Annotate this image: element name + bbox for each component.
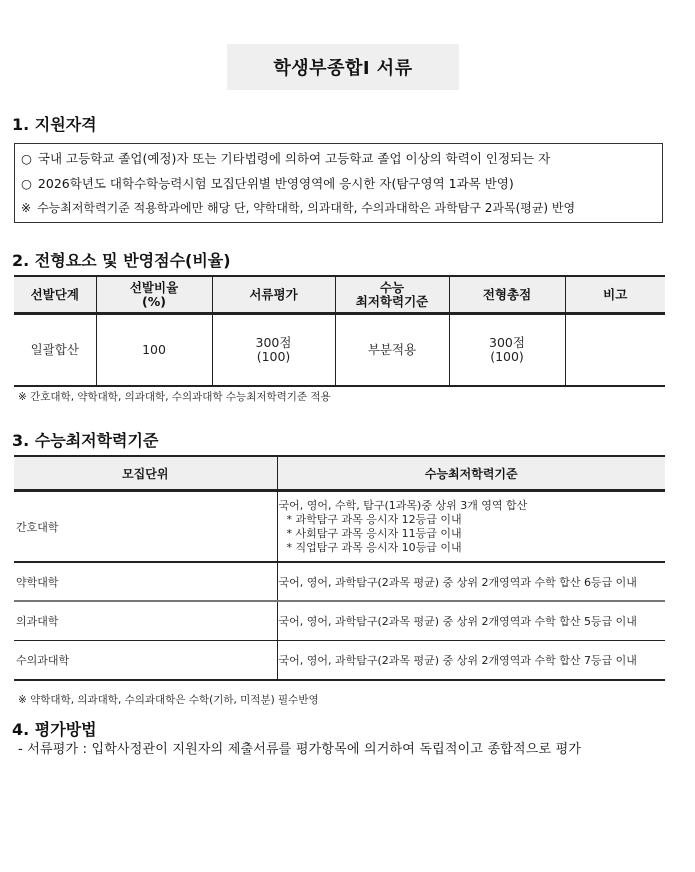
cell-csat-minimum: 부분적용 <box>335 314 449 387</box>
section-heading-evaluation-method: 4. 평가방법 <box>12 720 97 739</box>
csat-minimum-table <box>14 455 665 681</box>
qualification-line: ○ 국내 고등학교 졸업(예정)자 또는 기타법령에 의하여 고등학교 졸업 이상의 학력이 인정되는 자 <box>21 151 551 166</box>
circle-bullet-icon: ○ <box>21 151 32 166</box>
cell-unit: 수의과대학 <box>14 641 277 681</box>
cell-total-score: 300점 (100) <box>449 314 565 387</box>
table-header-row <box>14 276 665 314</box>
col-header-document-eval: 서류평가 <box>212 276 335 314</box>
table-row <box>14 601 665 641</box>
evaluation-method-line: - 서류평가 : 입학사정관이 지원자의 제출서류를 평가항목에 의거하여 독립적이고 종합적으로 평가 <box>18 742 582 757</box>
document-title-box <box>227 44 459 90</box>
col-header-total-score: 전형총점 <box>449 276 565 314</box>
circle-bullet-icon: ○ <box>21 176 32 191</box>
cell-ratio: 100 <box>96 314 212 387</box>
table-row <box>14 562 665 601</box>
cell-unit: 약학대학 <box>14 562 277 601</box>
section-heading-qualifications: 1. 지원자격 <box>12 115 97 134</box>
col-header-criteria: 수능최저학력기준 <box>277 456 665 491</box>
cell-criteria: 국어, 영어, 과학탐구(2과목 평균) 중 상위 2개영역과 수학 합산 6등급 이내 <box>277 562 665 601</box>
cell-criteria: 국어, 영어, 과학탐구(2과목 평균) 중 상위 2개영역과 수학 합산 5등급 이내 <box>277 601 665 641</box>
table-row <box>14 641 665 681</box>
qualifications-box <box>14 143 663 223</box>
table-row <box>14 491 665 563</box>
col-header-remarks: 비고 <box>565 276 665 314</box>
qualification-note-line: ※ 수능최저학력기준 적용학과에만 해당 단, 약학대학, 의과대학, 수의과대학은 과학탐구 2과목(평균) 반영 <box>21 201 576 215</box>
col-header-csat-minimum: 수능 최저학력기준 <box>335 276 449 314</box>
section-heading-csat-minimum: 3. 수능최저학력기준 <box>12 431 159 450</box>
col-header-unit: 모집단위 <box>14 456 277 491</box>
cell-remarks <box>565 314 665 387</box>
document-title: 학생부종합Ⅰ 서류 <box>273 58 413 79</box>
reference-mark-icon: ※ <box>21 201 32 215</box>
selection-note: ※ 간호대학, 약학대학, 의과대학, 수의과대학 수능최저학력기준 적용 <box>18 391 331 403</box>
table-header-row <box>14 456 665 491</box>
col-header-ratio: 선발비율 (%) <box>96 276 212 314</box>
cell-criteria: 국어, 영어, 수학, 탐구(1과목)중 상위 3개 영역 합산 * 과학탐구 과목 응시자 12등급 이내 * 사회탐구 과목 응시자 11등급 이내 * 직업탐구 과목 응시자 10등급 이내 <box>277 491 665 563</box>
cell-criteria: 국어, 영어, 과학탐구(2과목 평균) 중 상위 2개영역과 수학 합산 7등급 이내 <box>277 641 665 681</box>
qualification-line: ○ 2026학년도 대학수학능력시험 모집단위별 반영영역에 응시한 자(탐구영역 1과목 반영) <box>21 176 514 191</box>
table-row <box>14 314 665 387</box>
selection-elements-table <box>14 275 665 387</box>
cell-unit: 의과대학 <box>14 601 277 641</box>
cell-stage: 일괄합산 <box>14 314 96 387</box>
cell-document-eval: 300점 (100) <box>212 314 335 387</box>
csat-note: ※ 약학대학, 의과대학, 수의과대학은 수학(기하, 미적분) 필수반영 <box>18 694 319 706</box>
col-header-stage: 선발단계 <box>14 276 96 314</box>
cell-unit: 간호대학 <box>14 491 277 563</box>
section-heading-selection-elements: 2. 전형요소 및 반영점수(비율) <box>12 251 231 270</box>
